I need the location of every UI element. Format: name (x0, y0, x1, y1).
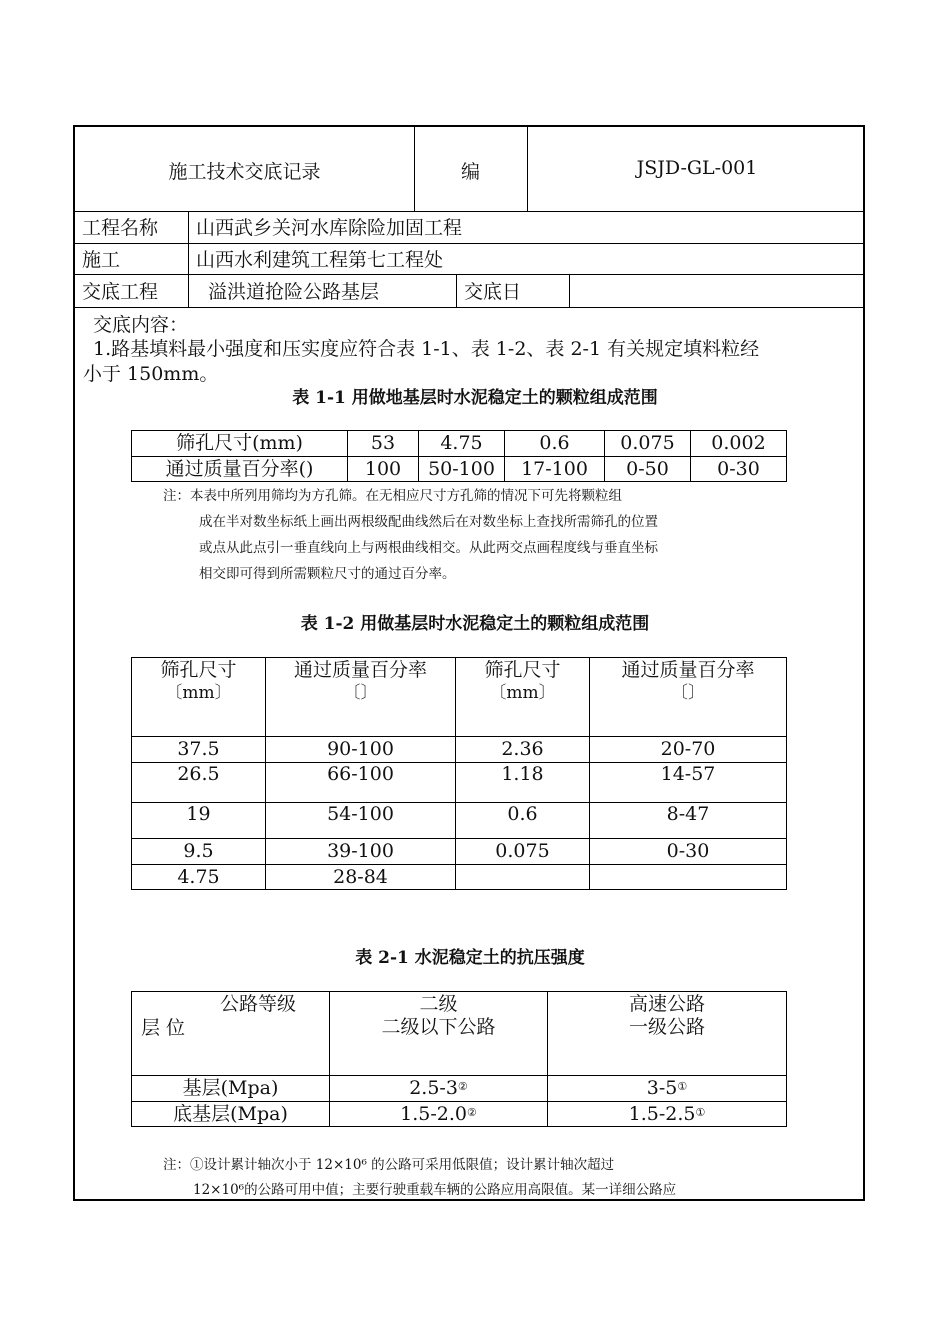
row-divider (75, 307, 863, 308)
table-2-1 (131, 991, 787, 1127)
header-layer-label: 层 位 (141, 1017, 186, 1039)
footnote-marker: ② (457, 1080, 468, 1093)
label-divider (188, 211, 189, 307)
table-cell: 4.75 (132, 865, 266, 890)
table-cell: 4.75 (419, 431, 505, 457)
table-2-1-note: 注：①设计累计轴次小于 12×10⁶ 的公路可采用低限值；设计累计轴次超过 (163, 1157, 615, 1173)
table-2-1-title: 表 2-1 水泥稳定土的抗压强度 (355, 948, 585, 968)
footnote-marker: ① (677, 1080, 688, 1093)
table-cell: 0.6 (456, 803, 590, 839)
code-value: JSJD-GL-001 (636, 157, 758, 179)
content-paragraph: 小于 150mm。 (83, 363, 219, 385)
table-cell: 1.5-2.5① (548, 1102, 787, 1127)
table-cell: 19 (132, 803, 266, 839)
table-cell: 1.18 (456, 763, 590, 803)
table-1-1-note: 相交即可得到所需颗粒尺寸的通过百分率。 (199, 566, 456, 582)
table-cell: 26.5 (132, 763, 266, 803)
table-header-cell: 筛孔尺寸 〔mm〕 (132, 658, 266, 737)
table-1-2 (131, 657, 787, 890)
table-cell: 0.075 (456, 839, 590, 865)
table-cell: 20-70 (590, 737, 787, 763)
table-cell: 基层(Mpa) (132, 1076, 330, 1102)
table-cell: 90-100 (266, 737, 456, 763)
table-header-diagonal-cell (132, 992, 330, 1076)
table-cell: 14-57 (590, 763, 787, 803)
table-cell: 1.5-2.0② (330, 1102, 548, 1127)
footnote-marker: ① (695, 1105, 706, 1119)
table-cell: 54-100 (266, 803, 456, 839)
table-cell: 17-100 (505, 457, 605, 482)
table-cell: 39-100 (266, 839, 456, 865)
table-cell (590, 865, 787, 890)
item-value: 溢洪道抢险公路基层 (208, 281, 380, 303)
code-label: 编 (460, 161, 480, 183)
table-cell: 3-5① (548, 1076, 787, 1102)
table-1-1 (131, 430, 787, 482)
project-value: 山西武乡关河水库除险加固工程 (196, 217, 463, 239)
table-cell: 0-30 (691, 457, 787, 482)
contractor-label: 施工 (82, 249, 121, 271)
table-1-1-title: 表 1-1 用做地基层时水泥稳定土的颗粒组成范围 (292, 388, 658, 408)
item-label: 交底工程 (82, 281, 159, 303)
table-1-1-note: 或点从此点引一垂直线向上与两根曲线相交。从此两交点画程度线与垂直坐标 (199, 540, 658, 556)
table-header-cell: 高速公路 一级公路 (548, 992, 787, 1076)
table-cell: 筛孔尺寸(mm) (132, 431, 348, 457)
row-divider (75, 243, 863, 244)
table-cell: 2.36 (456, 737, 590, 763)
footnote-marker: ② (466, 1105, 477, 1119)
table-cell: 8-47 (590, 803, 787, 839)
date-label: 交底日 (464, 281, 522, 303)
table-2-1-note: 12×10⁶的公路可用中值；主要行驶重载车辆的公路应用高限值。某一详细公路应 (193, 1182, 677, 1198)
table-cell: 0.002 (691, 431, 787, 457)
table-cell: 2.5-3② (330, 1076, 548, 1102)
table-cell: 9.5 (132, 839, 266, 865)
table-header-cell: 筛孔尺寸 〔mm〕 (456, 658, 590, 737)
row-divider (75, 211, 863, 212)
table-cell: 底基层(Mpa) (132, 1102, 330, 1127)
row-divider (75, 274, 863, 275)
table-cell: 0.6 (505, 431, 605, 457)
table-header-cell: 通过质量百分率 〔〕 (266, 658, 456, 737)
content-heading: 交底内容： (93, 314, 189, 336)
table-cell (456, 865, 590, 890)
table-cell: 53 (348, 431, 419, 457)
table-cell: 0-50 (605, 457, 691, 482)
table-cell: 28-84 (266, 865, 456, 890)
table-cell: 37.5 (132, 737, 266, 763)
table-cell: 100 (348, 457, 419, 482)
date-divider (569, 274, 570, 307)
contractor-value: 山西水利建筑工程第七工程处 (196, 249, 444, 271)
table-cell: 0-30 (590, 839, 787, 865)
table-header-cell: 通过质量百分率 〔〕 (590, 658, 787, 737)
project-label: 工程名称 (82, 217, 159, 239)
table-header-cell: 二级 二级以下公路 (330, 992, 548, 1076)
table-1-1-note: 成在半对数坐标纸上画出两根级配曲线然后在对数坐标上查找所需筛孔的位置 (199, 514, 658, 530)
record-title: 施工技术交底记录 (168, 161, 321, 183)
table-1-1-note: 注：本表中所列用筛均为方孔筛。在无相应尺寸方孔筛的情况下可先将颗粒组 (163, 488, 622, 504)
table-cell: 50-100 (419, 457, 505, 482)
header-grade-label: 公路等级 (220, 993, 297, 1015)
table-1-2-title: 表 1-2 用做基层时水泥稳定土的颗粒组成范围 (300, 614, 650, 634)
table-cell: 0.075 (605, 431, 691, 457)
content-paragraph: 1.路基填料最小强度和压实度应符合表 1-1、表 1-2、表 2-1 有关规定填料粒经 (93, 338, 760, 360)
table-cell: 通过质量百分率() (132, 457, 348, 482)
table-cell: 66-100 (266, 763, 456, 803)
date-divider (456, 274, 457, 307)
